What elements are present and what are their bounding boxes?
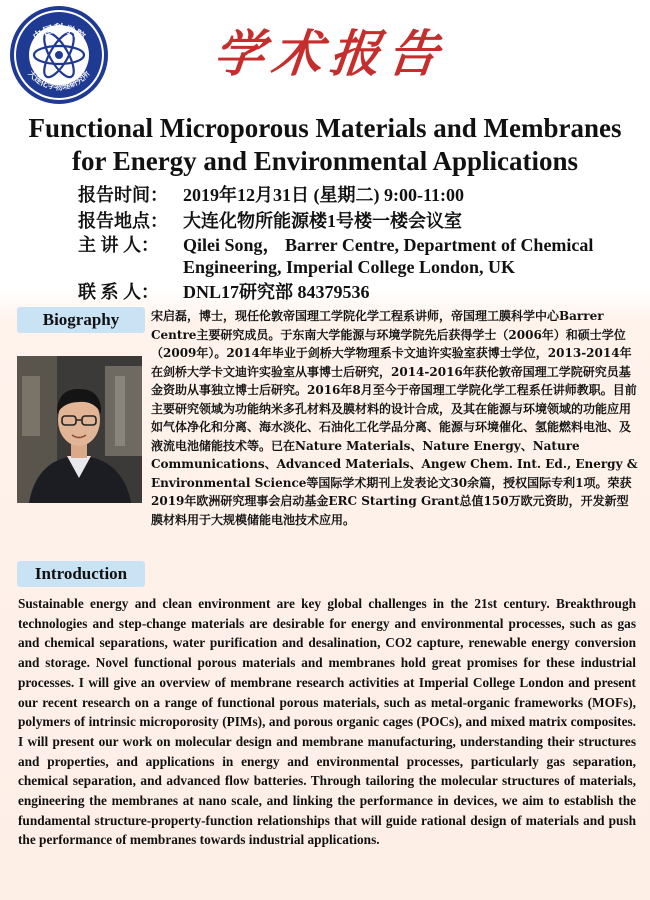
place-label: 报告地点： [78, 211, 168, 231]
contact-value: DNL17研究部 84379536 [183, 282, 370, 302]
speaker-photo [17, 356, 142, 503]
info-contact [78, 281, 643, 303]
biography-tag: Biography [17, 307, 145, 333]
info-time [78, 184, 643, 206]
info-speaker [78, 234, 643, 278]
info-place [78, 210, 643, 232]
logo-top-text: 中国科学院 [31, 24, 87, 44]
institute-logo [8, 4, 110, 106]
speaker-value: Qilei Song， Barrer Centre, Department of Chemical Engineering, Imperial College London, UK [183, 235, 594, 277]
time-value: 2019年12月31日 (星期二) 9:00-11:00 [183, 185, 464, 205]
poster-title: 学术报告 [210, 24, 450, 83]
place-value: 大连化物所能源楼1号楼一楼会议室 [183, 211, 462, 231]
introduction-tag: Introduction [17, 561, 145, 587]
time-label: 报告时间： [78, 185, 168, 205]
contact-label: 联 系 人： [78, 282, 159, 302]
speaker-label: 主 讲 人： [78, 235, 159, 255]
talk-title: Functional Microporous Materials and Membranes for Energy and Environmental Applications [28, 113, 622, 176]
biography-text: 宋启磊，博士，现任伦敦帝国理工学院化学工程系讲师，帝国理工膜科学中心Barrer Centre主要研究成员。于东南大学能源与环境学院先后获得学士（2006年）和硕士学位（2009年）。2014年毕业于剑桥大学物理系卡文迪许实验室获博士学位，2013-2014年在剑桥大学卡文迪许实验室从事博士后研究，2014-2016年获伦敦帝国理工学院研究员基金资助从事独立博士后研究。2016年8月至今于帝国理工学院化学工程系任讲师教职。目前主要研究领域为功能纳米多孔材料及膜材料的设计合成，及其在能源与环境领域的功能应用如气体净化和分离、海水淡化、石油化工化学品分离、能源与环境催化、氢能燃料电池、及液流电池储能技术等。已在Nature Materials、Nature Energy、Nature Communications、Advanced Materials、Angew Chem. Int. Ed., Energy & Environmental Science等国际学术期刊上发表论文30余篇，授权国际专利1项。荣获2019年欧洲研究理事会启动基金ERC Starting Grant总值150万欧元资助，开发新型膜材料用于大规模储能电池技术应用。 [151, 309, 638, 527]
logo-bottom-text: 大连化学物理研究所 [26, 68, 92, 92]
introduction-text: Sustainable energy and clean environment are key global challenges in the 21st century. Breakthrough technologies and step-change materials are desirable for energy and environmental processes, such as gas and chemical separations, water purification and desalination, CO2 capture, renewable energy conversion and storage. Novel functional porous materials and membranes hold great promises for these industrial processes. I will give an overview of membrane research activities at Imperial College London and present our recent research on a range of functional porous materials, such as metal-organic frameworks (MOFs), polymers of intrinsic microporosity (PIMs), and porous organic cages (POCs), and mixed matrix composites. I will present our work on molecular design and membrane manufacturing, understanding their structures and properties, and applications in energy and environmental processes, particularly gas separation, chemical separation, and advanced flow batteries. Through tailoring the molecular structures of materials, engineering the membranes at nano scale, and linking the performance in devices, we aim to establish the fundamental structure-property-function relationships that will guide rational design of materials and push the performance of membranes towards industrial applications. [18, 596, 636, 848]
